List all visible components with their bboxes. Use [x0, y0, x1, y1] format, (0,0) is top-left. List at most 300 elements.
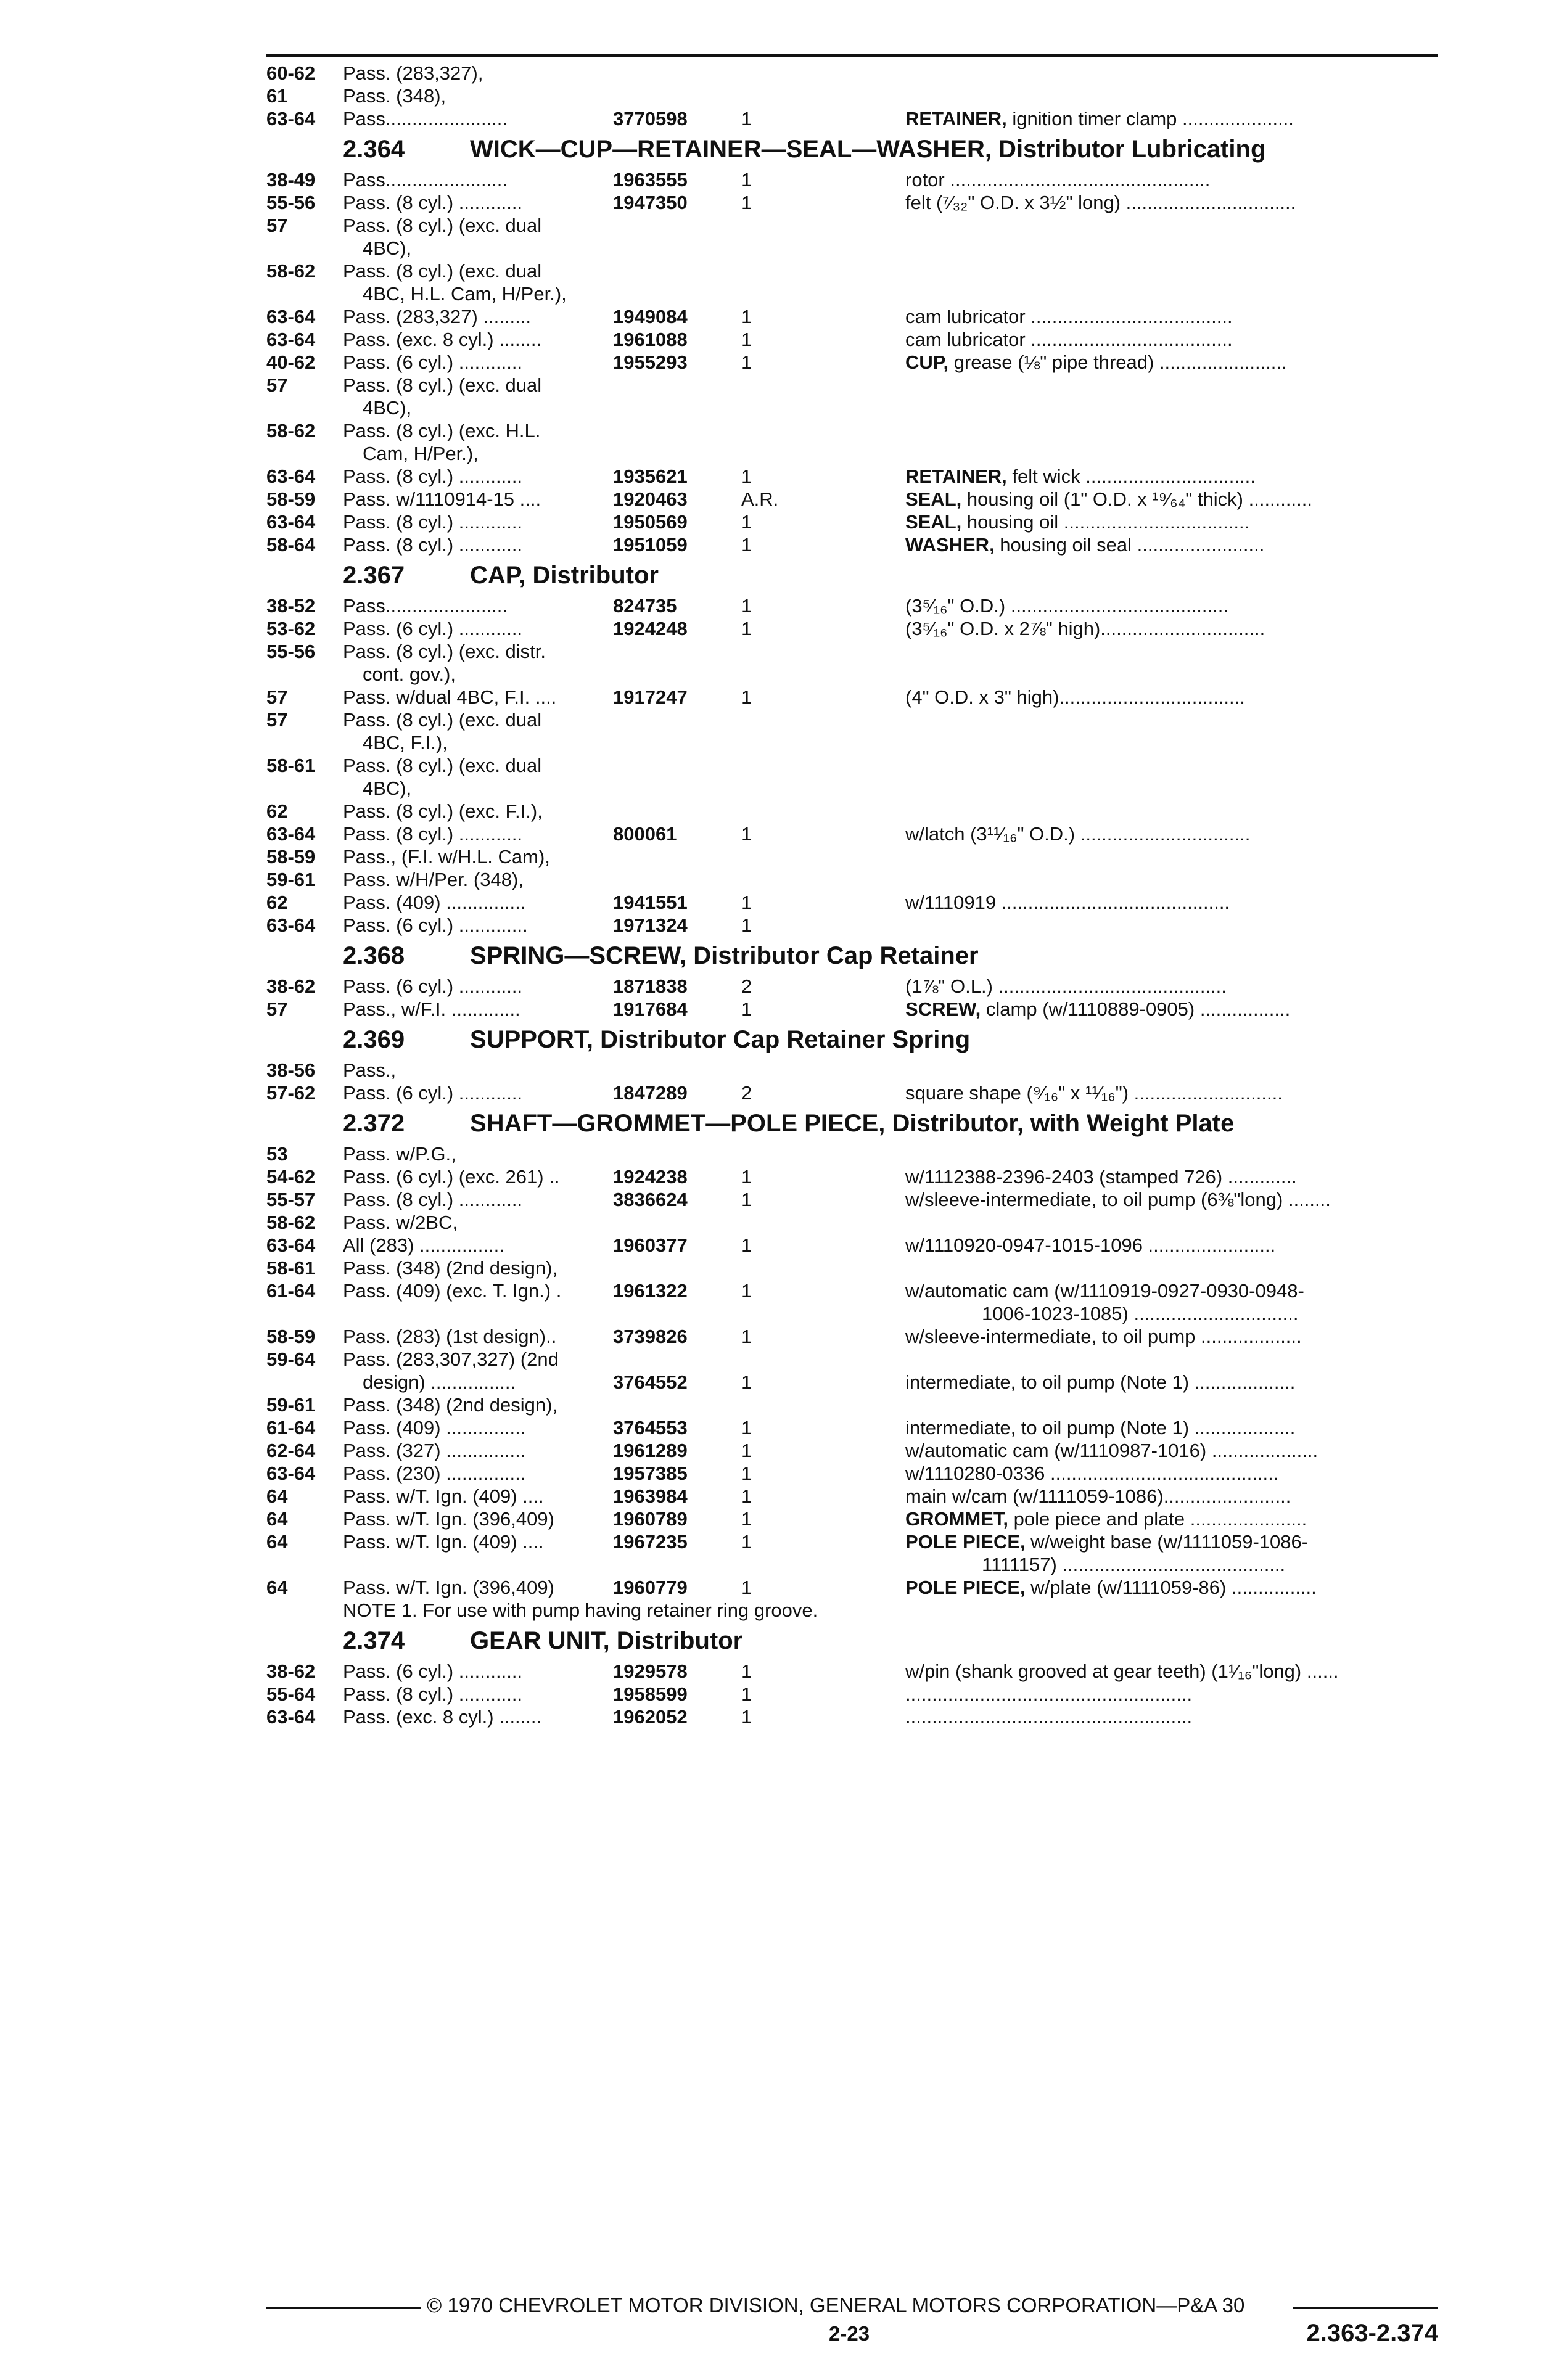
footer-copyright: © 1970 CHEVROLET MOTOR DIVISION, GENERAL MOTORS CORPORATION—P&A 30 [427, 2294, 1245, 2316]
table-row [266, 686, 1438, 708]
part-number: 1949084 [613, 306, 688, 327]
description-text: housing oil seal ........................ [994, 534, 1265, 556]
model-year: 62 [266, 800, 288, 822]
model-year: 62-64 [266, 1440, 316, 1461]
quantity: 1 [741, 351, 752, 373]
part-description [905, 1683, 1438, 1705]
table-row [266, 708, 1438, 731]
table-row [266, 914, 1438, 937]
table-row [266, 374, 1438, 396]
description-text: w/sleeve-intermediate, to oil pump ................... [905, 1326, 1302, 1347]
model-application: Pass. w/H/Per. (348), [343, 869, 524, 890]
part-number: 1960377 [613, 1234, 688, 1256]
description-text: w/plate (w/1111059-86) ................ [1025, 1577, 1317, 1598]
model-year: 58-59 [266, 1326, 316, 1347]
table-row [266, 260, 1438, 282]
part-number: 1947350 [613, 192, 688, 213]
table-row [266, 1302, 1438, 1325]
part-description [905, 594, 1438, 617]
part-number: 1971324 [613, 914, 688, 936]
table-row [266, 84, 1438, 107]
table-row [266, 351, 1438, 374]
table-row [266, 62, 1438, 84]
description-text: felt wick ................................ [1006, 466, 1256, 487]
model-application: Pass. (6 cyl.) ............ [343, 1082, 523, 1104]
table-row [266, 191, 1438, 214]
model-application: Pass. (409) ............... [343, 892, 526, 913]
model-year: 63-64 [266, 466, 316, 487]
table-row [266, 1211, 1438, 1234]
model-year: 58-59 [266, 846, 316, 868]
table-row [266, 868, 1438, 891]
model-year: 55-56 [266, 641, 316, 662]
model-application: Pass. (6 cyl.) ............ [343, 351, 523, 373]
table-row [266, 1393, 1438, 1416]
table-row [266, 1188, 1438, 1211]
model-application: Pass. (exc. 8 cyl.) ........ [343, 1706, 542, 1728]
section-title: GEAR UNIT, Distributor [470, 1627, 743, 1654]
part-description [905, 1081, 1438, 1104]
model-application: Pass. (8 cyl.) (exc. dual [343, 709, 542, 731]
quantity: 1 [741, 108, 752, 129]
table-row [266, 1348, 1438, 1371]
quantity: 1 [741, 686, 752, 708]
quantity: 1 [741, 1485, 752, 1507]
model-application: Pass. (8 cyl.) ............ [343, 511, 523, 533]
description-keyword: RETAINER, [905, 466, 1007, 487]
part-number: 1924248 [613, 618, 688, 639]
description-text: rotor ................................................. [905, 169, 1211, 191]
description-keyword: POLE PIECE, [905, 1531, 1026, 1553]
model-application: Pass. (230) ............... [343, 1463, 526, 1484]
part-description [905, 891, 1438, 914]
part-description [905, 686, 1438, 708]
top-rule [266, 54, 1438, 57]
section-heading [266, 556, 1438, 594]
model-application: All (283) ................ [343, 1234, 504, 1256]
quantity: 1 [741, 1683, 752, 1705]
section-heading [266, 1020, 1438, 1059]
model-application: 4BC, H.L. Cam, H/Per.), [363, 283, 567, 305]
section-heading [266, 937, 1438, 975]
table-row [266, 998, 1438, 1020]
description-text: main w/cam (w/1111059-1086)........................ [905, 1485, 1291, 1507]
table-row [266, 1439, 1438, 1462]
part-number: 1924238 [613, 1166, 688, 1188]
table-row [266, 1553, 1438, 1576]
model-application: Pass. (8 cyl.) ............ [343, 192, 523, 213]
section-number: 2.364 [343, 136, 405, 163]
section-title: CAP, Distributor [470, 562, 659, 589]
part-number: 1917684 [613, 998, 688, 1020]
part-description [905, 107, 1438, 130]
footer [266, 2294, 1438, 2380]
model-year: 38-62 [266, 975, 316, 997]
model-application: Pass. (8 cyl.) (exc. F.I.), [343, 800, 543, 822]
model-year: 62 [266, 892, 288, 913]
model-application: Pass. w/T. Ign. (396,409) [343, 1577, 554, 1598]
table-row [266, 731, 1438, 754]
model-application: Pass. (6 cyl.) (exc. 261) .. [343, 1166, 560, 1188]
model-application: Pass....................... [343, 595, 508, 617]
description-text: ...................................................... [905, 1683, 1193, 1705]
table-row [266, 237, 1438, 260]
model-application: Pass....................... [343, 108, 508, 129]
part-number: 3764553 [613, 1417, 688, 1438]
table-row [266, 328, 1438, 351]
table-row [266, 1416, 1438, 1439]
quantity: 1 [741, 1371, 752, 1393]
table-row [266, 488, 1438, 511]
model-year: 57-62 [266, 1082, 316, 1104]
model-year: 59-61 [266, 1394, 316, 1416]
description-text: (3⁵⁄₁₆" O.D.) ......................................... [905, 595, 1228, 617]
table-row [266, 975, 1438, 998]
part-description [905, 1485, 1438, 1508]
part-number: 3836624 [613, 1189, 688, 1210]
section-title: SPRING—SCREW, Distributor Cap Retainer [470, 942, 979, 969]
section-note: NOTE 1. For use with pump having retainer ring groove. [343, 1599, 818, 1621]
quantity: 1 [741, 329, 752, 350]
model-application: Pass. (exc. 8 cyl.) ........ [343, 329, 542, 350]
table-row [266, 1257, 1438, 1279]
model-year: 55-56 [266, 192, 316, 213]
part-description [905, 1234, 1438, 1257]
part-number: 1962052 [613, 1706, 688, 1728]
part-number: 3770598 [613, 108, 688, 129]
table-row [266, 754, 1438, 777]
model-application: design) ................ [363, 1371, 516, 1393]
part-description [982, 1302, 1515, 1325]
model-year: 64 [266, 1485, 288, 1507]
model-year: 58-61 [266, 1257, 316, 1279]
model-application: Pass....................... [343, 169, 508, 191]
table-row [266, 1683, 1438, 1705]
part-number: 1929578 [613, 1660, 688, 1682]
model-year: 57 [266, 215, 288, 236]
table-row [266, 1485, 1438, 1508]
model-application: Pass. (348) (2nd design), [343, 1394, 558, 1416]
model-application: Cam, H/Per.), [363, 443, 479, 464]
quantity: 1 [741, 1326, 752, 1347]
section-number: 2.369 [343, 1026, 405, 1053]
part-number: 800061 [613, 823, 677, 845]
quantity: 1 [741, 998, 752, 1020]
quantity: 1 [741, 1706, 752, 1728]
part-description [905, 1325, 1438, 1348]
description-text: cam lubricator ...................................... [905, 306, 1233, 327]
part-description [905, 1416, 1438, 1439]
part-description [905, 1462, 1438, 1485]
model-year: 53 [266, 1143, 288, 1165]
model-application: Pass. w/2BC, [343, 1212, 458, 1233]
part-description [905, 1188, 1438, 1211]
model-application: Pass. (283,327), [343, 62, 483, 84]
model-application: 4BC), [363, 237, 412, 259]
part-number: 1941551 [613, 892, 688, 913]
part-description [905, 1660, 1438, 1683]
description-text: ignition timer clamp ..................... [1006, 108, 1294, 129]
model-application: 4BC, F.I.), [363, 732, 448, 753]
model-application: Pass. w/dual 4BC, F.I. .... [343, 686, 557, 708]
model-application: Pass. w/T. Ign. (409) .... [343, 1485, 544, 1507]
description-text: housing oil (1" O.D. x ¹⁹⁄₆₄" thick) ............ [961, 488, 1312, 510]
model-year: 58-62 [266, 260, 316, 282]
model-application: Pass. (6 cyl.) ............ [343, 1660, 523, 1682]
model-application: Pass. w/T. Ign. (396,409) [343, 1508, 554, 1530]
part-number: 1917247 [613, 686, 688, 708]
quantity: 1 [741, 1508, 752, 1530]
quantity: 1 [741, 1166, 752, 1188]
model-year: 63-64 [266, 1463, 316, 1484]
table-row [266, 1143, 1438, 1165]
model-year: 55-57 [266, 1189, 316, 1210]
table-row [266, 442, 1438, 465]
model-year: 58-62 [266, 1212, 316, 1233]
footer-rule-left [266, 2307, 421, 2309]
table-row [266, 533, 1438, 556]
table-row [266, 1165, 1438, 1188]
quantity: 1 [741, 914, 752, 936]
quantity: 1 [741, 192, 752, 213]
quantity: 1 [741, 466, 752, 487]
section-number: 2.372 [343, 1110, 405, 1137]
table-row [266, 465, 1438, 488]
table-row [266, 1279, 1438, 1302]
description-text: 1111157) .......................................... [982, 1554, 1286, 1575]
quantity: 1 [741, 892, 752, 913]
quantity: 1 [741, 511, 752, 533]
model-application: Pass. (8 cyl.) (exc. dual [343, 755, 542, 776]
model-year: 61-64 [266, 1417, 316, 1438]
model-year: 63-64 [266, 306, 316, 327]
description-keyword: GROMMET, [905, 1508, 1009, 1530]
description-text: w/automatic cam (w/1110987-1016) .................... [905, 1440, 1318, 1461]
quantity: 1 [741, 306, 752, 327]
model-year: 58-62 [266, 420, 316, 441]
part-number: 1963555 [613, 169, 688, 191]
table-row [266, 777, 1438, 800]
model-year: 63-64 [266, 511, 316, 533]
table-row [266, 1576, 1438, 1599]
model-year: 38-56 [266, 1059, 316, 1081]
table-row [266, 1508, 1438, 1530]
part-description [905, 191, 1438, 214]
description-text: pole piece and plate ...................... [1008, 1508, 1307, 1530]
part-number: 1961322 [613, 1280, 688, 1302]
quantity: 1 [741, 1577, 752, 1598]
model-application: Pass. (283) (1st design).. [343, 1326, 557, 1347]
model-application: Pass., (F.I. w/H.L. Cam), [343, 846, 550, 868]
description-text: (4" O.D. x 3" high)................................... [905, 686, 1245, 708]
part-description [905, 975, 1438, 998]
model-application: Pass. (8 cyl.) (exc. distr. [343, 641, 546, 662]
model-year: 38-62 [266, 1660, 316, 1682]
part-description [905, 1576, 1438, 1599]
footer-page-number: 2-23 [829, 2322, 870, 2345]
model-year: 38-52 [266, 595, 316, 617]
description-keyword: POLE PIECE, [905, 1577, 1026, 1598]
table-row [266, 282, 1438, 305]
part-description [905, 328, 1438, 351]
part-number: 3764552 [613, 1371, 688, 1393]
table-row [266, 1325, 1438, 1348]
section-heading [266, 130, 1438, 168]
part-description [905, 1165, 1438, 1188]
part-number: 1935621 [613, 466, 688, 487]
table-row [266, 891, 1438, 914]
model-application: Pass., [343, 1059, 397, 1081]
quantity: 1 [741, 1531, 752, 1553]
quantity: A.R. [741, 488, 779, 510]
table-row [266, 845, 1438, 868]
description-keyword: SCREW, [905, 998, 981, 1020]
part-description [905, 823, 1438, 845]
quantity: 1 [741, 169, 752, 191]
table-row [266, 214, 1438, 237]
description-text: felt (⁷⁄₃₂" O.D. x 3½" long) ................................ [905, 192, 1296, 213]
part-description [905, 1705, 1438, 1728]
part-description [982, 1553, 1515, 1576]
part-number: 1950569 [613, 511, 688, 533]
part-description [905, 1279, 1438, 1302]
model-application: Pass. (409) ............... [343, 1417, 526, 1438]
part-description [905, 998, 1438, 1020]
model-year: 60-62 [266, 62, 316, 84]
quantity: 2 [741, 1082, 752, 1104]
description-text: w/1110919 ........................................... [905, 892, 1230, 913]
table-row [266, 1705, 1438, 1728]
model-application: 4BC), [363, 397, 412, 419]
part-number: 1920463 [613, 488, 688, 510]
model-year: 64 [266, 1508, 288, 1530]
quantity: 1 [741, 1234, 752, 1256]
model-year: 63-64 [266, 1706, 316, 1728]
table-row [266, 823, 1438, 845]
model-year: 61 [266, 85, 288, 107]
model-application: Pass. (409) (exc. T. Ign.) . [343, 1280, 562, 1302]
model-application: Pass. (348) (2nd design), [343, 1257, 558, 1279]
model-application: Pass. w/1110914-15 .... [343, 488, 541, 510]
description-text: housing oil ................................... [961, 511, 1250, 533]
section-title: SHAFT—GROMMET—POLE PIECE, Distributor, with Weight Plate [470, 1110, 1235, 1137]
table-row [266, 107, 1438, 130]
model-year: 53-62 [266, 618, 316, 639]
footer-section-range: 2.363-2.374 [1306, 2320, 1438, 2347]
part-description [905, 305, 1438, 328]
model-application: Pass. w/P.G., [343, 1143, 456, 1165]
part-description [905, 533, 1438, 556]
table-row [266, 1530, 1438, 1553]
model-application: Pass. w/T. Ign. (409) .... [343, 1531, 544, 1553]
model-application: Pass. (8 cyl.) (exc. H.L. [343, 420, 541, 441]
model-application: Pass. (6 cyl.) ............ [343, 975, 523, 997]
table-row [266, 1234, 1438, 1257]
description-text: w/1112388-2396-2403 (stamped 726) ............. [905, 1166, 1297, 1188]
model-application: Pass. (8 cyl.) (exc. dual [343, 260, 542, 282]
section-title: SUPPORT, Distributor Cap Retainer Spring [470, 1026, 971, 1053]
description-text: w/1110280-0336 ........................................... [905, 1463, 1279, 1484]
table-row [266, 640, 1438, 663]
part-number: 1871838 [613, 975, 688, 997]
part-number: 1960779 [613, 1577, 688, 1598]
section-number: 2.367 [343, 562, 405, 589]
model-application: cont. gov.), [363, 663, 456, 685]
table-row [266, 168, 1438, 191]
description-text: intermediate, to oil pump (Note 1) ................... [905, 1371, 1296, 1393]
model-year: 63-64 [266, 1234, 316, 1256]
model-year: 64 [266, 1531, 288, 1553]
model-year: 61-64 [266, 1280, 316, 1302]
description-text: (1⅞" O.L.) ........................................... [905, 975, 1227, 997]
model-year: 58-64 [266, 534, 316, 556]
model-application: Pass., w/F.I. ............. [343, 998, 520, 1020]
description-text: w/sleeve-intermediate, to oil pump (6⅜"long) ........ [905, 1189, 1331, 1210]
model-application: Pass. (348), [343, 85, 446, 107]
description-keyword: SEAL, [905, 488, 962, 510]
model-application: Pass. (8 cyl.) ............ [343, 823, 523, 845]
model-year: 59-64 [266, 1348, 316, 1370]
table-row [266, 1059, 1438, 1081]
table-row [266, 663, 1438, 686]
model-application: Pass. (283,307,327) (2nd [343, 1348, 559, 1370]
quantity: 2 [741, 975, 752, 997]
table-row [266, 617, 1438, 640]
description-text: w/weight base (w/1111059-1086- [1025, 1531, 1309, 1553]
quantity: 1 [741, 1417, 752, 1438]
description-text: grease (⅛" pipe thread) ........................ [948, 351, 1287, 373]
table-row [266, 419, 1438, 442]
table-row [266, 1660, 1438, 1683]
model-application: Pass. (8 cyl.) ............ [343, 1189, 523, 1210]
model-year: 55-64 [266, 1683, 316, 1705]
part-number: 1963984 [613, 1485, 688, 1507]
part-description [905, 1439, 1438, 1462]
model-year: 58-59 [266, 488, 316, 510]
part-description [905, 488, 1438, 511]
part-number: 3739826 [613, 1326, 688, 1347]
model-year: 57 [266, 709, 288, 731]
model-year: 63-64 [266, 823, 316, 845]
table-row [266, 1081, 1438, 1104]
description-text: 1006-1023-1085) ............................... [982, 1303, 1299, 1324]
part-description [905, 1508, 1438, 1530]
description-keyword: RETAINER, [905, 108, 1007, 129]
part-number: 1961088 [613, 329, 688, 350]
model-year: 64 [266, 1577, 288, 1598]
description-keyword: CUP, [905, 351, 949, 373]
quantity: 1 [741, 618, 752, 639]
part-number: 1967235 [613, 1531, 688, 1553]
description-text: square shape (⁹⁄₁₆" x ¹¹⁄₁₆") ............................ [905, 1082, 1283, 1104]
section-number: 2.374 [343, 1627, 405, 1654]
part-number: 1951059 [613, 534, 688, 556]
description-text: w/1110920-0947-1015-1096 ........................ [905, 1234, 1276, 1256]
quantity: 1 [741, 823, 752, 845]
part-description [905, 1530, 1438, 1553]
description-text: w/latch (3¹¹⁄₁₆" O.D.) ................................ [905, 823, 1251, 845]
table-row [266, 594, 1438, 617]
table-row [266, 305, 1438, 328]
part-description [905, 168, 1438, 191]
model-year: 57 [266, 998, 288, 1020]
model-year: 59-61 [266, 869, 316, 890]
part-description [905, 465, 1438, 488]
model-year: 57 [266, 686, 288, 708]
table-row [266, 800, 1438, 823]
part-number: 1961289 [613, 1440, 688, 1461]
table-row [266, 511, 1438, 533]
